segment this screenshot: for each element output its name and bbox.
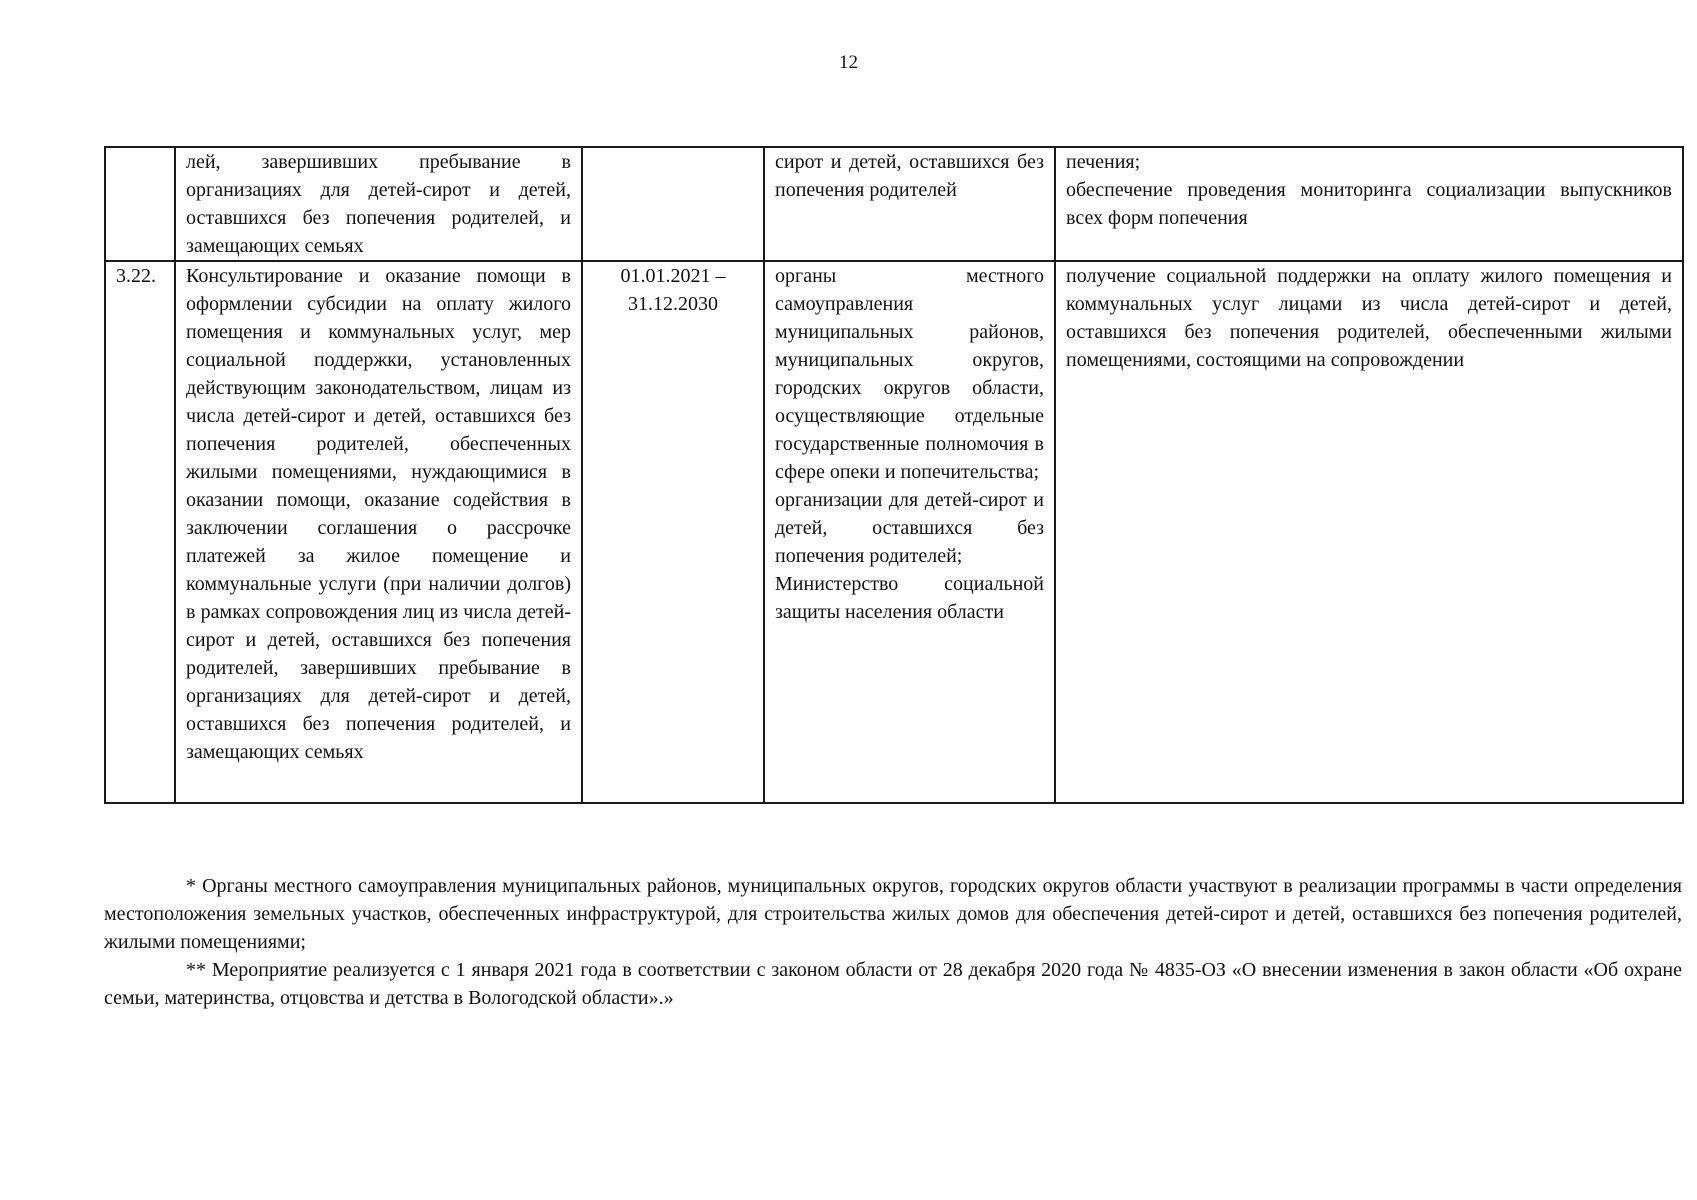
table-row [105,147,1683,261]
page-number: 12 [839,52,858,73]
result-line: получение социальной поддержки на оплату жилого помещения и коммунальных услуг лицами из числа детей-сирот и детей, оставшихся без попечения родителей, обеспеченными жилыми помещениями, состоящими на сопровождении [1066,265,1672,371]
period-end: 31.12.2030 [628,293,718,315]
row-number-cell [105,147,175,261]
executors-cell: сирот и детей, оставшихся без попечения родителей [764,147,1055,261]
result-cell [1055,261,1683,803]
result-line: печения; [1066,151,1141,173]
description-cell: лей, завершивших пребывание в организациях для детей-сирот и детей, оставшихся без попечения родителей, и замещающих семьях [175,147,582,261]
result-line: обеспечение проведения мониторинга социализации выпускников всех форм попечения [1066,179,1672,229]
period-start: 01.01.2021 – [620,265,726,287]
measures-table [104,146,1684,804]
executor-item: органы местного самоуправления муниципальных районов, муниципальных округов, городских округов области, осуществляющие отдельные государственные полномочия в сфере опеки и попечительства; [775,265,1044,483]
executors-cell [764,261,1055,803]
row-number-cell: 3.22. [105,261,175,803]
period-cell [582,147,764,261]
period-cell [582,261,764,803]
table-row [105,261,1683,803]
description-cell: Консультирование и оказание помощи в оформлении субсидии на оплату жилого помещения и коммунальных услуг, мер социальной поддержки, установленных действующим законодательством, лицам из числа детей-сирот и детей, оставшихся без попечения родителей, обеспеченных жилыми помещениями, нуждающимися в оказании помощи, оказание содействия в заключении соглашения о рассрочке платежей за жилое помещение и коммунальные услуги (при наличии долгов) в рамках сопровождения лиц из числа детей-сирот и детей, оставшихся без попечения родителей, завершивших пребывание в организациях для детей-сирот и детей, оставшихся без попечения родителей, и замещающих семьях [175,261,582,803]
result-cell [1055,147,1683,261]
footnote-2: ** Мероприятие реализуется с 1 января 2021 года в соответствии с законом области от 28 декабря 2020 года № 4835-ОЗ «О внесении изменения в закон области «Об охране семьи, материнства, отцовства и детства в Вологодской области».» [104,959,1682,1009]
executor-item: Министерство социальной защиты населения области [775,573,1044,623]
executor-item: организации для детей-сирот и детей, оставшихся без попечения родителей; [775,489,1044,567]
footnote-1: * Органы местного самоуправления муниципальных районов, муниципальных округов, городских округов области участвуют в реализации программы в части определения местоположения земельных участков, обеспеченных инфраструктурой, для строительства жилых домов для обеспечения детей-сирот и детей, оставшихся без попечения родителей, жилыми помещениями; [104,875,1682,953]
footnotes [104,872,1682,1012]
